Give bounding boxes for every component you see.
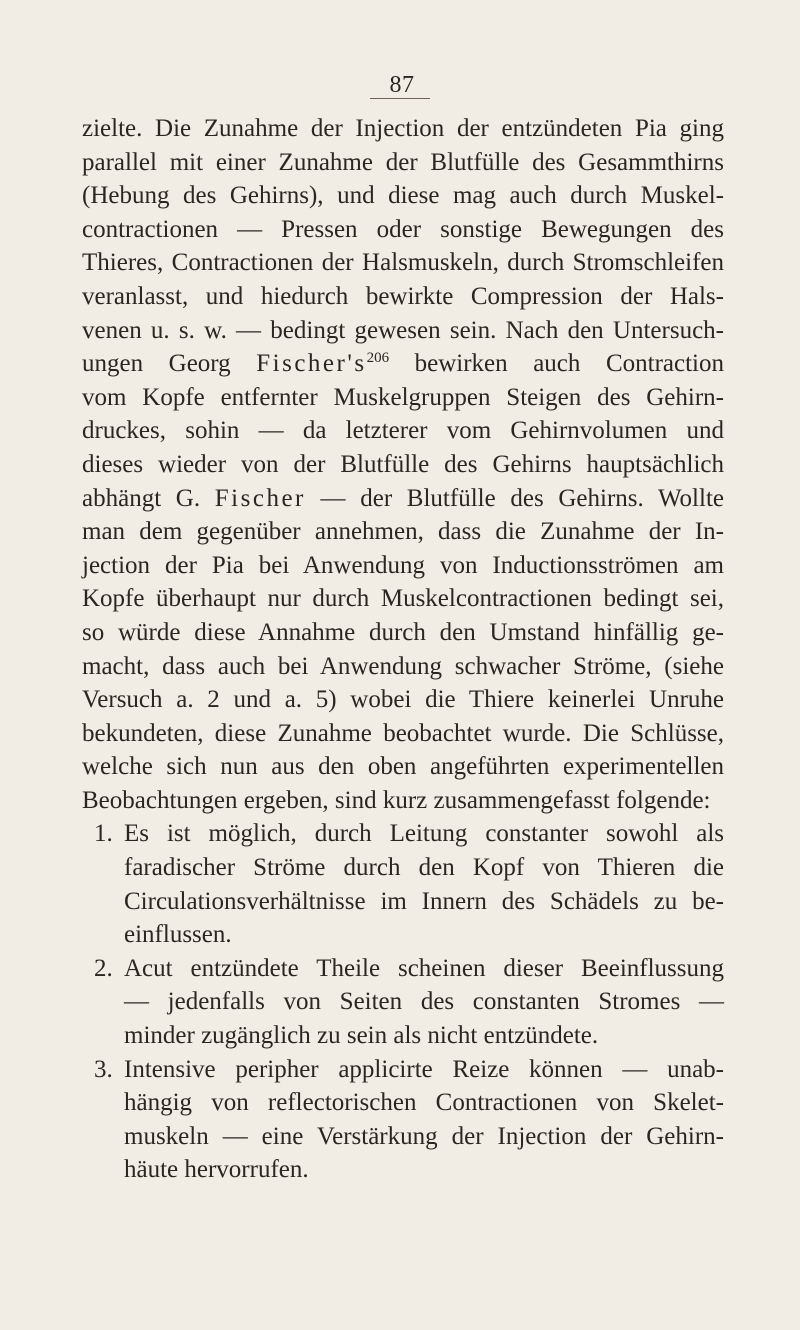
text-line: bekundeten, diese Zunahme beobachtet wurde. Die Schlüsse,	[82, 719, 724, 747]
text-line: zielte. Die Zunahme der Injection der entzündeten Pia ging	[82, 115, 724, 142]
text-line: parallel mit einer Zunahme der Blutfülle des Gesammthirns	[82, 148, 724, 176]
list-item-number: 2.	[94, 954, 113, 982]
text-line: häute hervorrufen.	[124, 1156, 309, 1184]
text-line: welche sich nun aus den oben angeführten experimentellen	[82, 753, 724, 781]
text-segment: ungen Georg	[82, 350, 257, 378]
text-line: dieses wieder von der Blutfülle des Gehirns hauptsächlich	[82, 450, 724, 478]
text-segment: abhängt G.	[82, 484, 215, 512]
text-line: venen u. s. w. — bedingt gewesen sein. Nach den Untersuch-	[82, 316, 724, 344]
list-item-number: 1.	[94, 820, 113, 848]
text-line	[82, 347, 724, 381]
text-line: man dem gegenüber annehmen, dass die Zunahme der In-	[82, 518, 724, 546]
text-line: vom Kopfe entfernter Muskelgruppen Steigen des Gehirn-	[82, 383, 724, 411]
footnote-reference: 206	[366, 350, 390, 367]
text-line: macht, dass auch bei Anwendung schwacher Ströme, (siehe	[82, 652, 724, 680]
text-line: einflussen.	[124, 921, 232, 949]
text-line: faradischer Ströme durch den Kopf von Thieren die	[124, 854, 724, 882]
text-line: (Hebung des Gehirns), und diese mag auch durch Muskel-	[82, 182, 724, 210]
text-line: Thieres, Contractionen der Halsmuskeln, durch Stromschleifen	[82, 249, 724, 277]
page-number: 87	[389, 72, 415, 98]
list-item	[82, 1053, 724, 1187]
text-line: Intensive peripher applicirte Reize können — unab-	[124, 1055, 724, 1083]
list-item	[82, 952, 724, 1053]
text-line: Circulationsverhältnisse im Innern des Schädels zu be-	[124, 887, 724, 915]
text-line: Es ist möglich, durch Leitung constanter sowohl als	[124, 820, 724, 848]
text-line: druckes, sohin — da letzterer vom Gehirnvolumen und	[82, 417, 724, 445]
text-segment: bewirken auch Contraction	[389, 350, 724, 378]
body-text	[82, 112, 724, 1187]
list-item	[82, 817, 724, 951]
text-line: Acut entzündete Theile scheinen dieser Beeinflussung	[124, 954, 724, 982]
text-line: — jedenfalls von Seiten des constanten Stromes —	[124, 988, 724, 1016]
text-line: minder zugänglich zu sein als nicht entzündete.	[124, 1022, 599, 1050]
list-item-number: 3.	[94, 1055, 113, 1083]
author-name: Fischer	[214, 484, 306, 512]
text-line: hängig von reflectorischen Contractionen von Skelet-	[124, 1089, 724, 1117]
text-line: Kopfe überhaupt nur durch Muskelcontractionen bedingt sei,	[82, 585, 724, 613]
text-line: Versuch a. 2 und a. 5) wobei die Thiere keinerlei Unruhe	[82, 686, 724, 714]
page-number-underline	[370, 98, 430, 99]
text-segment: — der Blutfülle des Gehirns. Wollte	[305, 484, 724, 512]
text-line: jection der Pia bei Anwendung von Inductionsströmen am	[82, 551, 724, 579]
text-line: muskeln — eine Verstärkung der Injection der Gehirn-	[124, 1122, 724, 1150]
text-line: Beobachtungen ergeben, sind kurz zusammengefasst folgende:	[82, 786, 711, 814]
text-line: so würde diese Annahme durch den Umstand hinfällig ge-	[82, 618, 724, 646]
author-name: Fischer's	[256, 350, 367, 378]
text-line: veranlasst, und hiedurch bewirkte Compression der Hals-	[82, 282, 724, 310]
text-line: contractionen — Pressen oder sonstige Bewegungen des	[82, 215, 724, 243]
text-line	[82, 482, 724, 516]
